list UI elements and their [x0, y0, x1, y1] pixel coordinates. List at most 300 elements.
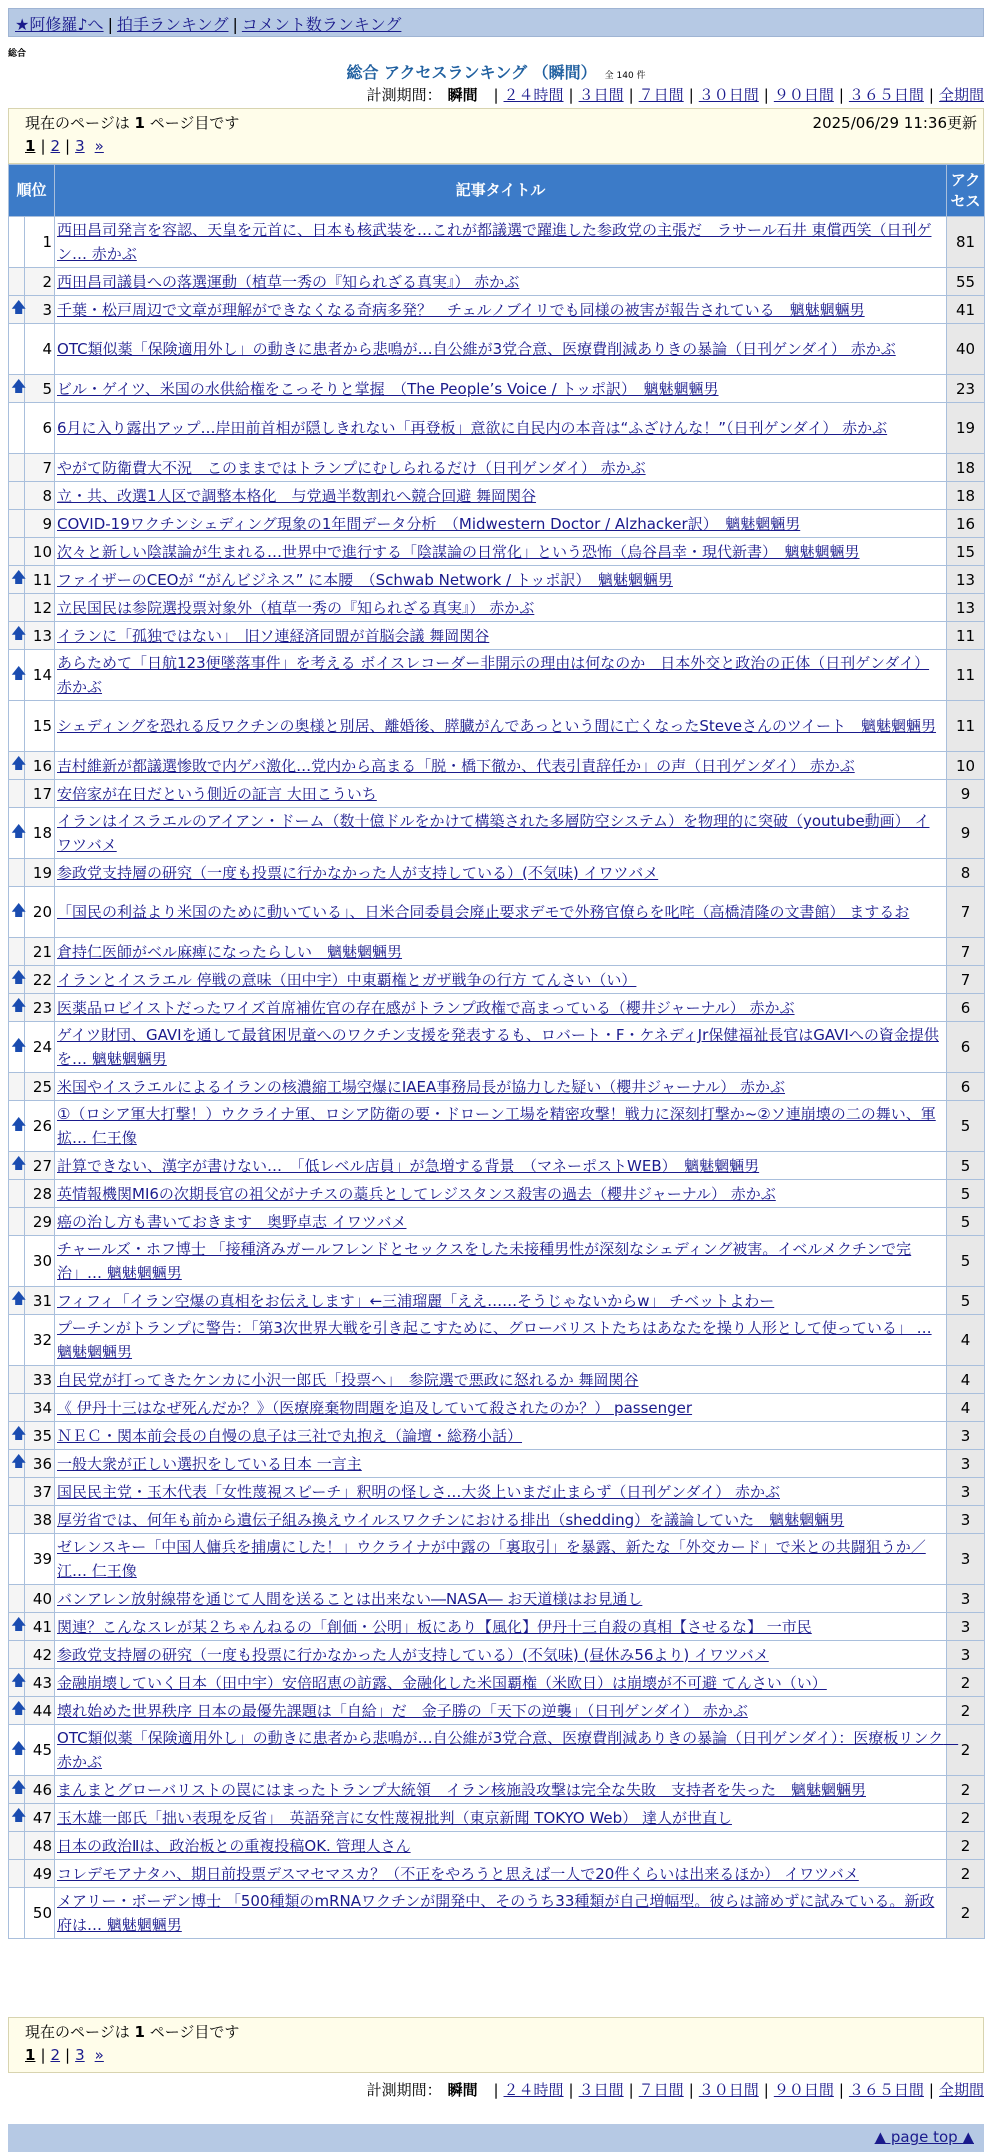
rank-change-cell: [9, 1450, 25, 1478]
title-cell: [55, 594, 947, 622]
article-link[interactable]: チャールズ・ホフ博士 「接種済みガールフレンドとセックスをした未接種男性が深刻なシェディング被害。イベルメクチンで完治」… 魑魅魍魎男: [57, 1240, 912, 1282]
ranking-rows: [9, 217, 985, 1939]
access-count: 2: [947, 1697, 985, 1725]
rank-number: 19: [25, 859, 55, 887]
page-separator: |: [65, 137, 71, 155]
page-link[interactable]: 3: [75, 2046, 85, 2064]
access-count: 9: [947, 780, 985, 808]
rank-change-cell: [9, 1422, 25, 1450]
article-link[interactable]: イランはイスラエルのアイアン・ドーム（数十億ドルをかけて構築された多層防空システム）を物理的に突破（youtube動画） イワツバメ: [57, 812, 930, 854]
table-row: [9, 296, 985, 324]
title-cell: [55, 752, 947, 780]
article-link[interactable]: まんまとグローバリストの罠にはまったトランプ大統領 イラン核施設攻撃は完全な失敗 支持者を失った 魑魅魍魎男: [57, 1780, 866, 1799]
article-link[interactable]: 千葉・松戸周辺で文章が理解ができなくなる奇病多発？ チェルノブイリでも同様の被害が報告されている 魑魅魍魎男: [57, 300, 865, 319]
rank-change-cell: [9, 1613, 25, 1641]
article-link[interactable]: 倉持仁医師がベル麻痺になったらしい 魑魅魍魎男: [57, 942, 403, 961]
article-link[interactable]: バンアレン放射線帯を通じて人間を送ることは出来ない―NASA― お天道様はお見通し: [57, 1589, 643, 1608]
period-link[interactable]: ３日間: [578, 2081, 624, 2099]
table-header-row: [9, 165, 985, 217]
period-current: 瞬間: [447, 86, 478, 104]
page-link-current: 1: [25, 137, 36, 155]
next-page-link[interactable]: »: [94, 2046, 104, 2064]
table-row: [9, 217, 985, 268]
title-cell: [55, 1287, 947, 1315]
up-arrow-icon: 🡅: [11, 298, 27, 316]
page-link-current: 1: [25, 2046, 36, 2064]
period-link[interactable]: 全期間: [938, 86, 984, 104]
up-arrow-icon: 🡅: [11, 1738, 27, 1757]
up-arrow-icon: 🡅: [11, 1035, 27, 1054]
rank-number: 49: [25, 1860, 55, 1888]
rank-change-cell: [9, 454, 25, 482]
title-cell: [55, 1450, 947, 1478]
article-link[interactable]: ファイザーのCEOが “がんビジネス” に本腰 （Schwab Network / トッポ訳） 魑魅魍魎男: [57, 570, 673, 589]
rank-number: 12: [25, 594, 55, 622]
pager-top: [8, 108, 984, 164]
rank-change-cell: [9, 994, 25, 1022]
footer-bar: [8, 2124, 984, 2152]
table-row: [9, 1697, 985, 1725]
rank-number: 39: [25, 1534, 55, 1585]
rank-change-cell: [9, 1478, 25, 1506]
article-link[interactable]: 参政党支持層の研究（一度も投票に行かなかった人が支持している）(不気味) イワツバメ: [57, 863, 659, 882]
rank-number: 26: [25, 1101, 55, 1152]
rank-number: 33: [25, 1366, 55, 1394]
table-row: [9, 403, 985, 454]
rank-change-cell: [9, 1152, 25, 1180]
access-count: 6: [947, 1022, 985, 1073]
access-count: 4: [947, 1394, 985, 1422]
rank-number: 22: [25, 966, 55, 994]
article-link[interactable]: ゲイツ財団、GAVIを通して最貧困児童へのワクチン支援を発表するも、ロバート・F・ケネディJr保健福祉長官はGAVIへの資金提供を… 魑魅魍魎男: [57, 1026, 939, 1068]
access-count: 23: [947, 375, 985, 403]
access-count: 2: [947, 1888, 985, 1939]
period-separator: |: [763, 86, 769, 104]
table-row: [9, 1287, 985, 1315]
table-row: [9, 1394, 985, 1422]
access-count: 41: [947, 296, 985, 324]
rank-number: 11: [25, 566, 55, 594]
period-link[interactable]: ９０日間: [773, 86, 834, 104]
rank-change-cell: [9, 1180, 25, 1208]
rank-number: 7: [25, 454, 55, 482]
period-link[interactable]: ３６５日間: [848, 2081, 924, 2099]
title-cell: [55, 1888, 947, 1939]
access-count: 2: [947, 1725, 985, 1776]
article-link[interactable]: 《 伊丹十三はなぜ死んだか？》（医療廃棄物問題を追及していて殺されたのか？） passenger: [57, 1398, 693, 1417]
up-arrow-icon: 🡅: [11, 754, 27, 772]
header-rank: 順位: [9, 165, 55, 217]
title-cell: [55, 1180, 947, 1208]
article-link[interactable]: あらためて「日航123便墜落事件」を考える ボイスレコーダー非開示の理由は何なのか 日本外交と政治の正体（日刊ゲンダイ） 赤かぶ: [57, 654, 930, 696]
table-row: [9, 780, 985, 808]
table-row: [9, 1152, 985, 1180]
title-cell: [55, 1585, 947, 1613]
table-row: [9, 1860, 985, 1888]
access-count: 6: [947, 994, 985, 1022]
rank-change-cell: [9, 701, 25, 752]
title-cell: [55, 1832, 947, 1860]
table-row: [9, 1776, 985, 1804]
article-link[interactable]: イランとイスラエル 停戦の意味（田中宇）中東覇権とガザ戦争の行方 てんさい（い）: [57, 970, 637, 989]
access-count: 81: [947, 217, 985, 268]
rank-change-cell: [9, 1534, 25, 1585]
rank-number: 8: [25, 482, 55, 510]
rank-change-cell: [9, 1641, 25, 1669]
table-row: [9, 1888, 985, 1939]
article-link[interactable]: ゼレンスキー「中国人傭兵を捕虜にした！」ウクライナが中露の「裏取引」を暴露、新たな「外交カード」で米との共闘狙うか／江… 仁王像: [57, 1538, 926, 1580]
up-arrow-icon: 🡅: [11, 663, 27, 682]
rank-change-cell: [9, 1832, 25, 1860]
period-separator: |: [928, 86, 934, 104]
access-count: 7: [947, 966, 985, 994]
up-arrow-icon: 🡅: [11, 1778, 27, 1796]
table-row: [9, 752, 985, 780]
title-cell: [55, 268, 947, 296]
next-page-link[interactable]: »: [94, 137, 104, 155]
period-separator: |: [838, 86, 844, 104]
current-page-text: 現在のページは 1 ページ目です: [25, 114, 240, 132]
access-count: 11: [947, 701, 985, 752]
title-cell: [55, 1776, 947, 1804]
period-selector-bottom: [367, 2079, 984, 2100]
period-links: [488, 86, 984, 104]
rank-change-cell: [9, 217, 25, 268]
table-row: [9, 808, 985, 859]
table-row: [9, 1613, 985, 1641]
table-row: [9, 1236, 985, 1287]
title-cell: [55, 938, 947, 966]
access-count: 18: [947, 454, 985, 482]
title-cell: [55, 296, 947, 324]
title-cell: [55, 482, 947, 510]
rank-change-cell: [9, 780, 25, 808]
rank-change-cell: [9, 1236, 25, 1287]
article-link[interactable]: 次々と新しい陰謀論が生まれる…世界中で進行する「陰謀論の日常化」という恐怖（烏谷昌幸・現代新書） 魑魅魍魎男: [57, 542, 860, 561]
rank-change-cell: [9, 538, 25, 566]
title-cell: [55, 538, 947, 566]
rank-change-cell: [9, 1287, 25, 1315]
rank-change-cell: [9, 1725, 25, 1776]
rank-change-cell: [9, 566, 25, 594]
page-separator: |: [40, 2046, 46, 2064]
rank-change-cell: [9, 1585, 25, 1613]
rank-change-cell: [9, 1888, 25, 1939]
article-link[interactable]: 国民民主党・玉木代表「女性蔑視スピーチ」釈明の怪しさ…大炎上いまだ止まらず（日刊ゲンダイ） 赤かぶ: [57, 1482, 780, 1501]
period-link[interactable]: ７日間: [638, 86, 684, 104]
rank-change-cell: [9, 375, 25, 403]
article-link[interactable]: 西田昌司議員への落選運動（植草一秀の『知られざる真実』） 赤かぶ: [57, 272, 520, 291]
title-cell: [55, 1478, 947, 1506]
up-arrow-icon: 🡅: [11, 1615, 27, 1633]
article-link[interactable]: 立・共、改選1人区で調整本格化 与党過半数割れへ競合回避 舞岡関谷: [57, 486, 537, 505]
page-link[interactable]: 3: [75, 137, 85, 155]
ranking-title: 総合 アクセスランキング （瞬間）: [346, 63, 597, 82]
table-row: [9, 375, 985, 403]
access-count: 2: [947, 1860, 985, 1888]
article-link[interactable]: 壊れ始めた世界秩序 日本の最優先課題は「自給」だ 金子勝の「天下の逆襲」（日刊ゲンダイ） 赤かぶ: [57, 1701, 748, 1720]
rank-number: 24: [25, 1022, 55, 1073]
article-link[interactable]: 米国やイスラエルによるイランの核濃縮工場空爆にIAEA事務局長が協力した疑い（櫻井ジャーナル） 赤かぶ: [57, 1077, 786, 1096]
title-cell: [55, 994, 947, 1022]
period-separator: |: [493, 2081, 499, 2099]
access-count: 3: [947, 1641, 985, 1669]
article-link[interactable]: 玉木雄一郎氏「拙い表現を反省」 英語発言に女性蔑視批判（東京新聞 TOKYO Web） 達人が世直し: [57, 1808, 732, 1827]
current-page-number: 1: [134, 114, 145, 132]
period-label: 計測期間：: [366, 2081, 442, 2099]
rank-change-cell: [9, 1394, 25, 1422]
article-link[interactable]: フィフィ「イラン空爆の真相をお伝えします」←三浦瑠麗「ええ……そうじゃないからw」 チベットよわー: [57, 1291, 775, 1310]
title-cell: [55, 1152, 947, 1180]
rank-change-cell: [9, 594, 25, 622]
rank-number: 36: [25, 1450, 55, 1478]
rank-change-cell: [9, 887, 25, 938]
title-cell: [55, 1236, 947, 1287]
pager-bottom: [8, 2017, 984, 2073]
current-page-number: 1: [134, 2023, 145, 2041]
article-link[interactable]: 計算できない、漢字が書けない… 「低レベル店員」が急増する背景 （マネーポストWEB） 魑魅魍魎男: [57, 1156, 760, 1175]
rank-number: 30: [25, 1236, 55, 1287]
period-link[interactable]: ３０日間: [698, 86, 759, 104]
period-link[interactable]: 全期間: [938, 2081, 984, 2099]
rank-number: 41: [25, 1613, 55, 1641]
up-arrow-icon: 🡅: [11, 1289, 27, 1307]
period-current: 瞬間: [447, 2081, 478, 2099]
rank-number: 2: [25, 268, 55, 296]
table-row: [9, 859, 985, 887]
article-link[interactable]: メアリー・ボーデン博士 「500種類のmRNAワクチンが開発中、そのうち33種類が自己増幅型。彼らは諦めずに試みている。新政府は… 魑魅魍魎男: [57, 1892, 935, 1934]
rank-number: 23: [25, 994, 55, 1022]
title-cell: [55, 1860, 947, 1888]
rank-number: 18: [25, 808, 55, 859]
rank-number: 37: [25, 1478, 55, 1506]
up-arrow-icon: 🡅: [11, 900, 27, 919]
rank-number: 45: [25, 1725, 55, 1776]
title-cell: [55, 324, 947, 375]
rank-change-cell: [9, 1669, 25, 1697]
page-link[interactable]: 2: [50, 2046, 61, 2064]
period-link[interactable]: ９０日間: [773, 2081, 834, 2099]
table-row: [9, 1669, 985, 1697]
article-link[interactable]: 一般大衆が正しい選択をしている日本 一言主: [57, 1454, 362, 1473]
title-cell: [55, 1725, 959, 1776]
period-link[interactable]: ３日間: [578, 86, 624, 104]
page-link[interactable]: 2: [50, 137, 61, 155]
article-link[interactable]: ビル・ゲイツ、米国の水供給権をこっそりと掌握 （The People’s Voice / トッポ訳） 魑魅魍魎男: [57, 379, 719, 398]
rank-change-cell: [9, 268, 25, 296]
up-arrow-icon: 🡅: [11, 1699, 27, 1717]
title-cell: [55, 1022, 947, 1073]
access-count: 3: [947, 1478, 985, 1506]
period-link[interactable]: ２４時間: [503, 86, 564, 104]
table-row: [9, 1450, 985, 1478]
title-cell: [55, 375, 947, 403]
period-links: [488, 2081, 984, 2099]
title-cell: [55, 217, 947, 268]
table-row: [9, 1832, 985, 1860]
rank-change-cell: [9, 1860, 25, 1888]
title-cell: [55, 780, 947, 808]
title-cell: [55, 808, 947, 859]
rank-number: 3: [25, 296, 55, 324]
access-count: 19: [947, 403, 985, 454]
rank-number: 15: [25, 701, 55, 752]
article-link[interactable]: 金融崩壊していく日本（田中宇）安倍昭恵の訪露、金融化した米国覇権（米欧日）は崩壊が不可避 てんさい（い）: [57, 1673, 827, 1692]
title-cell: [55, 1697, 947, 1725]
rank-number: 40: [25, 1585, 55, 1613]
title-cell: [55, 650, 947, 701]
rank-change-cell: [9, 859, 25, 887]
title-cell: [55, 1315, 947, 1366]
category-label: 総合: [8, 49, 27, 59]
article-link[interactable]: 関連？こんなスレが某２ちゃんねるの「創価・公明」板にあり【風化】伊丹十三自殺の真相【させるな】 一市民: [57, 1617, 812, 1636]
period-separator: |: [838, 2081, 844, 2099]
article-link[interactable]: 「国民の利益より米国のために動いている」、日米合同委員会廃止要求デモで外務官僚らを叱咤（高橋清隆の文書館） まするお: [57, 903, 910, 921]
article-link[interactable]: 日本の政治Ⅱは、政治板との重複投稿OK. 管理人さん: [57, 1836, 411, 1855]
rank-change-cell: [9, 482, 25, 510]
table-row: [9, 1073, 985, 1101]
article-link[interactable]: 吉村維新が都議選惨敗で内ゲバ激化…党内から高まる「脱・橋下徹か、代表引責辞任か」の声（日刊ゲンダイ） 赤かぶ: [57, 756, 855, 775]
access-count: 8: [947, 859, 985, 887]
period-link[interactable]: ７日間: [638, 2081, 684, 2099]
table-row: [9, 701, 985, 752]
nav-separator: |: [107, 15, 113, 34]
clap-ranking-link[interactable]: 拍手ランキング: [116, 15, 229, 34]
table-row: [9, 482, 985, 510]
article-link[interactable]: 西田昌司発言を容認、天皇を元首に、日本も核武装を…これが都議選で躍進した参政党の主張だ ラサール石井 東償西笑（日刊ゲン… 赤かぶ: [57, 221, 932, 263]
period-link[interactable]: ２４時間: [503, 2081, 564, 2099]
header-access: アクセス: [947, 165, 985, 217]
rank-number: 34: [25, 1394, 55, 1422]
article-link[interactable]: OTC類似薬「保険適用外し」の動きに患者から悲鳴が…自公維が3党合意、医療費削減ありきの暴論（日刊ゲンダイ）：医療板リンク 赤かぶ: [57, 1729, 959, 1771]
rank-number: 5: [25, 375, 55, 403]
up-arrow-icon: 🡅: [11, 821, 27, 840]
rank-change-cell: [9, 1506, 25, 1534]
table-row: [9, 1208, 985, 1236]
access-count: 10: [947, 752, 985, 780]
rank-number: 46: [25, 1776, 55, 1804]
title-cell: [55, 1394, 947, 1422]
access-count: 5: [947, 1287, 985, 1315]
page-top-link[interactable]: ▲ page top ▲: [874, 2128, 974, 2146]
table-row: [9, 268, 985, 296]
rank-number: 25: [25, 1073, 55, 1101]
title-cell: [55, 1534, 947, 1585]
rank-number: 13: [25, 622, 55, 650]
article-link[interactable]: やがて防衛費大不況 このままではトランプにむしられるだけ（日刊ゲンダイ） 赤かぶ: [57, 458, 646, 477]
article-link[interactable]: 自民党が打ってきたケンカに小沢一郎氏「投票へ」 参院選で悪政に怒れるか 舞岡関谷: [57, 1370, 639, 1389]
title-cell: [55, 1613, 947, 1641]
table-row: [9, 1366, 985, 1394]
rank-change-cell: [9, 1073, 25, 1101]
table-row: [9, 538, 985, 566]
up-arrow-icon: 🡅: [11, 1424, 27, 1442]
up-arrow-icon: 🡅: [11, 377, 27, 395]
period-separator: |: [628, 86, 634, 104]
rank-number: 6: [25, 403, 55, 454]
comment-ranking-link[interactable]: コメント数ランキング: [241, 15, 402, 34]
table-row: [9, 887, 985, 938]
rank-number: 38: [25, 1506, 55, 1534]
article-link[interactable]: コレデモアナタハ、期日前投票デスマセマスカ？（不正をやろうと思えば一人で20件くらいは出来るほか） イワツバメ: [57, 1864, 859, 1883]
access-count: 18: [947, 482, 985, 510]
table-row: [9, 1585, 985, 1613]
table-row: [9, 1180, 985, 1208]
article-link[interactable]: 癌の治し方も書いておきます 奥野卓志 イワツバメ: [57, 1212, 407, 1231]
article-link[interactable]: 英情報機関MI6の次期長官の祖父がナチスの藁兵としてレジスタンス殺害の過去（櫻井ジャーナル） 赤かぶ: [57, 1184, 776, 1203]
rank-number: 32: [25, 1315, 55, 1366]
rank-number: 48: [25, 1832, 55, 1860]
access-count: 5: [947, 1180, 985, 1208]
rank-number: 31: [25, 1287, 55, 1315]
title-cell: [55, 1669, 947, 1697]
table-row: [9, 566, 985, 594]
access-count: 13: [947, 566, 985, 594]
title-cell: [55, 510, 947, 538]
table-row: [9, 938, 985, 966]
home-link[interactable]: ★阿修羅♪へ: [15, 15, 104, 34]
period-link[interactable]: ３０日間: [698, 2081, 759, 2099]
rank-change-cell: [9, 650, 25, 701]
article-link[interactable]: 6月に入り露出アップ…岸田前首相が隠しきれない「再登板」意欲に自民内の本音は“ふざけんな！”（日刊ゲンダイ） 赤かぶ: [57, 419, 888, 437]
article-link[interactable]: 参政党支持層の研究（一度も投票に行かなかった人が支持している）(不気味) (昼休み56より) イワツバメ: [57, 1645, 769, 1664]
access-count: 7: [947, 938, 985, 966]
rank-change-cell: [9, 1697, 25, 1725]
title-cell: [55, 1366, 947, 1394]
period-label: 計測期間：: [366, 86, 442, 104]
access-count: 9: [947, 808, 985, 859]
article-link[interactable]: OTC類似薬「保険適用外し」の動きに患者から悲鳴が…自公維が3党合意、医療費削減ありきの暴論（日刊ゲンダイ） 赤かぶ: [57, 340, 896, 358]
article-link[interactable]: ①（ロシア軍大打撃！）ウクライナ軍、ロシア防衛の要・ドローン工場を精密攻撃！戦力に深刻打撃か~②ソ連崩壊の二の舞い、軍拡… 仁王像: [57, 1105, 936, 1147]
rank-change-cell: [9, 938, 25, 966]
article-link[interactable]: 医薬品ロビイストだったワイズ首席補佐官の存在感がトランプ政権で高まっている（櫻井ジャーナル） 赤かぶ: [57, 998, 795, 1017]
article-link[interactable]: 立民国民は参院選投票対象外（植草一秀の『知られざる真実』） 赤かぶ: [57, 598, 535, 617]
title-cell: [55, 566, 947, 594]
rank-change-cell: [9, 296, 25, 324]
rank-number: 47: [25, 1804, 55, 1832]
table-row: [9, 510, 985, 538]
access-count: 2: [947, 1804, 985, 1832]
access-count: 2: [947, 1832, 985, 1860]
table-row: [9, 454, 985, 482]
title-cell: [55, 859, 947, 887]
rank-change-cell: [9, 808, 25, 859]
access-count: 15: [947, 538, 985, 566]
rank-number: 35: [25, 1422, 55, 1450]
article-link[interactable]: 安倍家が在日だという側近の証言 大田こういち: [57, 784, 377, 803]
table-row: [9, 966, 985, 994]
article-link[interactable]: COVID-19ワクチンシェディング現象の1年間データ分析 （Midwestern Doctor / Alzhacker訳） 魑魅魍魎男: [57, 514, 801, 533]
access-count: 2: [947, 1776, 985, 1804]
period-link[interactable]: ３６５日間: [848, 86, 924, 104]
up-arrow-icon: 🡅: [11, 624, 27, 642]
article-link[interactable]: シェディングを恐れる反ワクチンの奥様と別居、離婚後、膵臓がんであっという間に亡くなったSteveさんのツイート 魑魅魍魎男: [57, 717, 937, 735]
article-link[interactable]: ＮＥＣ・関本前会長の自慢の息子は三社で丸抱え（論壇・総務小話）: [57, 1426, 523, 1445]
access-count: 3: [947, 1613, 985, 1641]
article-link[interactable]: プーチンがトランプに警告：「第3次世界大戦を引き起こすために、グローバリストたちはあなたを操り人形として使っている」 … 魑魅魍魎男: [57, 1319, 932, 1361]
rank-change-cell: [9, 324, 25, 375]
page-links: [25, 137, 967, 155]
rank-number: 14: [25, 650, 55, 701]
article-link[interactable]: 厚労省では、何年も前から遺伝子組み換えウイルスワクチンにおける排出（shedding）を議論していた 魑魅魍魎男: [57, 1510, 845, 1529]
title-cell: [55, 887, 947, 938]
table-row: [9, 1804, 985, 1832]
access-count: 6: [947, 1073, 985, 1101]
up-arrow-icon: 🡅: [11, 1806, 27, 1824]
period-separator: |: [568, 86, 574, 104]
rank-change-cell: [9, 1101, 25, 1152]
article-link[interactable]: イランに「孤独ではない」 旧ソ連経済同盟が首脳会議 舞岡関谷: [57, 626, 490, 645]
